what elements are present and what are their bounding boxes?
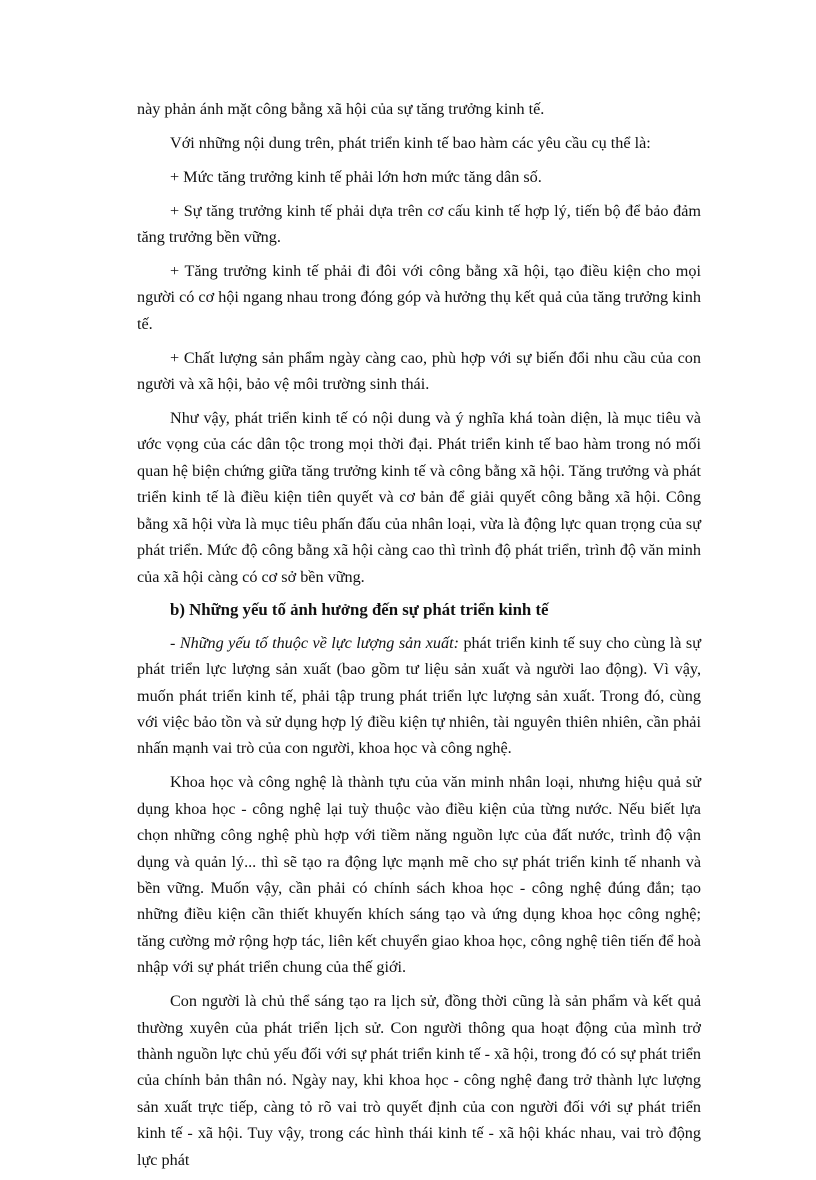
list-item-requirement-1: + Mức tăng trưởng kinh tế phải lớn hơn mức tăng dân số. xyxy=(170,167,542,186)
document-page xyxy=(137,96,701,1180)
paragraph-continuation: này phản ánh mặt công bằng xã hội của sự tăng trưởng kinh tế. xyxy=(137,100,545,118)
paragraph-requirements-intro: Với những nội dung trên, phát triển kinh tế bao hàm các yêu cầu cụ thể là: xyxy=(170,133,651,152)
list-item-requirement-2: + Sự tăng trưởng kinh tế phải dựa trên cơ cấu kinh tế hợp lý, tiến bộ để bảo đảm tăng trưởng bền vững. xyxy=(137,201,701,247)
paragraph-summary: Như vậy, phát triển kinh tế có nội dung và ý nghĩa khá toàn diện, là mục tiêu và ước vọng của các dân tộc trong mọi thời đại. Phát triển kinh tế bao hàm trong nó mối quan hệ biện chứng giữa tăng trưởng kinh tế và công bằng xã hội. Tăng trưởng và phát triển kinh tế là điều kiện tiên quyết và cơ bản để giải quyết công bằng xã hội. Công bằng xã hội vừa là mục tiêu phấn đấu của nhân loại, vừa là động lực quan trọng của sự phát triển. Mức độ công bằng xã hội càng cao thì trình độ phát triển, trình độ văn minh của xã hội càng có cơ sở bền vững. xyxy=(137,409,701,586)
list-item-requirement-3: + Tăng trưởng kinh tế phải đi đôi với công bằng xã hội, tạo điều kiện cho mọi người có cơ hội ngang nhau trong đóng góp và hưởng thụ kết quả của tăng trưởng kinh tế. xyxy=(137,262,701,333)
paragraph-body: phát triển kinh tế suy cho cùng là sự phát triển lực lượng sản xuất (bao gồm tư liệu sản xuất và người lao động). Vì vậy, muốn phát triển kinh tế, phải tập trung phát triển lực lượng sản xuất. Trong đó, cùng với việc bảo tồn và sử dụng hợp lý điều kiện tự nhiên, tài nguyên thiên nhiên, cần phải nhấn mạnh vai trò của con người, khoa học và công nghệ. xyxy=(137,633,701,758)
paragraph-human-role: Con người là chủ thể sáng tạo ra lịch sử, đồng thời cũng là sản phẩm và kết quả thường xuyên của phát triển lịch sử. Con người thông qua hoạt động của mình trở thành nguồn lực chủ yếu đối với sự phát triển kinh tế - xã hội, trong đó có sự phát triển của chính bản thân nó. Ngày nay, khi khoa học - công nghệ đang trở thành lực lượng sản xuất trực tiếp, càng tỏ rõ vai trò quyết định của con người đối với sự phát triển kinh tế - xã hội. Tuy vậy, trong các hình thái kinh tế - xã hội khác nhau, vai trò động lực phát xyxy=(137,992,701,1169)
paragraph-science-technology: Khoa học và công nghệ là thành tựu của văn minh nhân loại, nhưng hiệu quả sử dụng khoa học - công nghệ lại tuỳ thuộc vào điều kiện của từng nước. Nếu biết lựa chọn những công nghệ phù hợp với tiềm năng nguồn lực của đất nước, trình độ vận dụng và quản lý... thì sẽ tạo ra động lực mạnh mẽ cho sự phát triển kinh tế nhanh và bền vững. Muốn vậy, cần phải có chính sách khoa học - công nghệ đúng đắn; tạo những điều kiện cần thiết khuyến khích sáng tạo và ứng dụng khoa học công nghệ; tăng cường mở rộng hợp tác, liên kết chuyển giao khoa học, công nghệ tiên tiến để hoà nhập với sự phát triển chung của thế giới. xyxy=(137,773,701,977)
section-heading: b) Những yếu tố ảnh hưởng đến sự phát triển kinh tế xyxy=(170,600,549,620)
paragraph-productive-forces xyxy=(137,630,701,762)
paragraph-lead-italic: - Những yếu tố thuộc về lực lượng sản xuất: xyxy=(170,633,460,652)
list-item-requirement-4: + Chất lượng sản phẩm ngày càng cao, phù hợp với sự biến đổi nhu cầu của con người và xã hội, bảo vệ môi trường sinh thái. xyxy=(137,348,701,394)
